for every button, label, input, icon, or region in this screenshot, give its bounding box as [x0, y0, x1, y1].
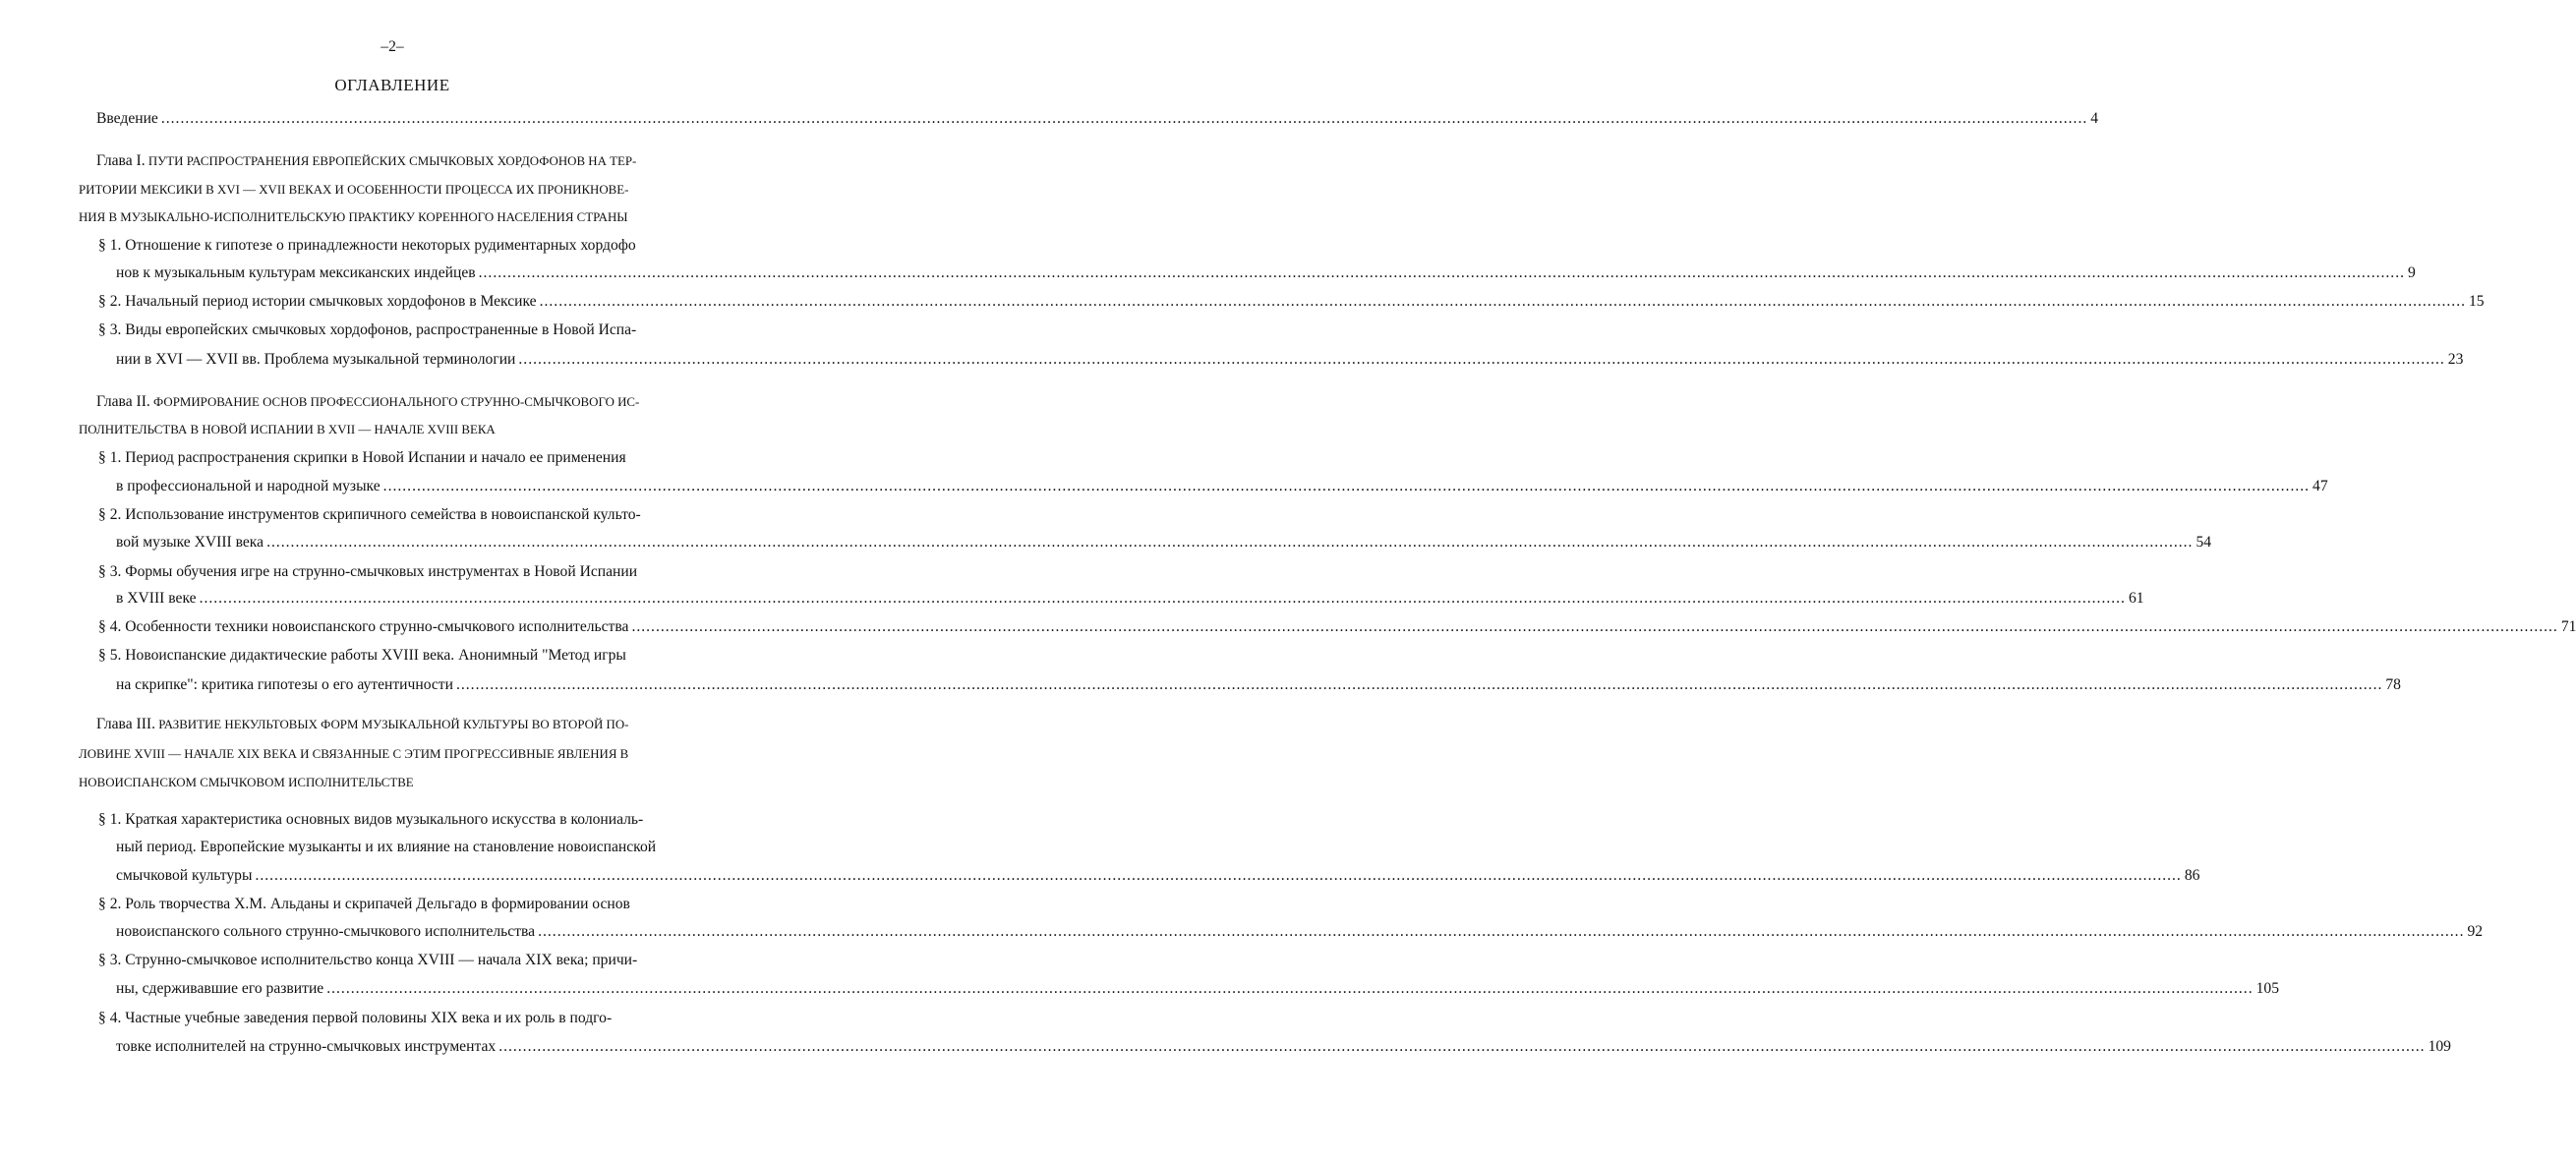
page-ref: 105 [2255, 980, 2279, 997]
page-ref: 9 [2408, 264, 2416, 281]
section-line: § 2. Использование инструментов скрипичного семейства в новоиспанской культо- [98, 506, 641, 523]
section-line: § 1. Период распространения скрипки в Новой Испании и начало ее применения [98, 449, 626, 466]
chapter-prefix: Глава II. [96, 393, 150, 410]
dot-leader: ................................................................................................................................................................................................................................................................................................................................................................................................................ [538, 923, 2465, 940]
dot-leader: ................................................................................................................................................................................................................................................................................................................................................................................................................ [478, 264, 2405, 281]
chapter-title-line: ФОРМИРОВАНИЕ ОСНОВ ПРОФЕССИОНАЛЬНОГО СТРУННО-СМЫЧКОВОГО ИС- [153, 395, 640, 409]
section-line: § 2. Роль творчества Х.М. Альданы и скрипачей Дельгадо в формировании основ [98, 896, 630, 912]
chapter-title-line: ПУТИ РАСПРОСТРАНЕНИЯ ЕВРОПЕЙСКИХ СМЫЧКОВЫХ ХОРДОФОНОВ НА ТЕР- [147, 154, 637, 168]
section-line: § 3. Формы обучения игре на струнно-смычковых инструментах в Новой Испании [98, 563, 638, 580]
page-ref: 54 [2195, 534, 2212, 551]
toc-entry[interactable] [116, 922, 2484, 942]
chapter-title-line: НИЯ В МУЗЫКАЛЬНО-ИСПОЛНИТЕЛЬСКУЮ ПРАКТИКУ КОРЕННОГО НАСЕЛЕНИЯ СТРАНЫ [79, 210, 628, 224]
dot-leader: ................................................................................................................................................................................................................................................................................................................................................................................................................ [382, 478, 2311, 494]
section-line: в профессиональной и народной музыке [116, 478, 381, 494]
chapter-heading [96, 151, 636, 171]
dot-leader: ................................................................................................................................................................................................................................................................................................................................................................................................................ [539, 293, 2466, 310]
toc-entry[interactable] [116, 263, 2416, 283]
section-line: § 1. Отношение к гипотезе о принадлежности некоторых рудиментарных хордофо [98, 237, 636, 254]
dot-leader: ................................................................................................................................................................................................................................................................................................................................................................................................................ [455, 676, 2383, 693]
page-ref: 23 [2447, 351, 2464, 368]
section-line: нии в XVI — XVII вв. Проблема музыкальной терминологии [116, 351, 516, 368]
toc-entry[interactable] [98, 292, 2485, 312]
toc-entry[interactable] [116, 350, 2464, 370]
section-line: § 1. Краткая характеристика основных видов музыкального искусства в колониаль- [98, 811, 644, 828]
dot-leader: ................................................................................................................................................................................................................................................................................................................................................................................................................ [326, 980, 2254, 997]
toc-entry[interactable] [116, 589, 2144, 609]
dot-leader: ................................................................................................................................................................................................................................................................................................................................................................................................................ [160, 110, 2088, 127]
chapter-title-line: НОВОИСПАНСКОМ СМЫЧКОВОМ ИСПОЛНИТЕЛЬСТВЕ [79, 776, 414, 789]
section-line: нов к музыкальным культурам мексиканских индейцев [116, 264, 476, 281]
chapter-title-line: РАЗВИТИЕ НЕКУЛЬТОВЫХ ФОРМ МУЗЫКАЛЬНОЙ КУЛЬТУРЫ ВО ВТОРОЙ ПО- [158, 718, 629, 731]
dot-leader: ................................................................................................................................................................................................................................................................................................................................................................................................................ [255, 867, 2182, 884]
chapter-title-line: РИТОРИИ МЕКСИКИ В XVI — XVII ВЕКАХ И ОСОБЕННОСТИ ПРОЦЕССА ИХ ПРОНИКНОВЕ- [79, 183, 629, 197]
section-line: вой музыке XVIII века [116, 534, 264, 551]
section-line: § 3. Струнно-смычковое исполнительство конца XVIII — начала XIX века; причи- [98, 952, 638, 968]
toc-entry[interactable] [116, 675, 2401, 695]
page-ref: 78 [2385, 676, 2401, 693]
toc-entry[interactable] [116, 979, 2279, 999]
dot-leader: ................................................................................................................................................................................................................................................................................................................................................................................................................ [518, 351, 2445, 368]
page-ref: 92 [2467, 923, 2484, 940]
chapter-prefix: Глава III. [96, 716, 155, 732]
dot-leader: ................................................................................................................................................................................................................................................................................................................................................................................................................ [631, 618, 2558, 635]
section-line: § 4. Частные учебные заведения первой половины XIX века и их роль в подго- [98, 1010, 613, 1026]
section-line: § 4. Особенности техники новоиспанского струнно-смычкового исполнительства [98, 618, 629, 635]
section-line: смычковой культуры [116, 867, 253, 884]
toc-entry[interactable] [116, 866, 2200, 886]
dot-leader: ................................................................................................................................................................................................................................................................................................................................................................................................................ [498, 1038, 2426, 1055]
page-ref: 61 [2128, 590, 2144, 607]
section-line: ный период. Европейские музыканты и их влияние на становление новоиспанской [116, 839, 657, 855]
toc-entry[interactable] [116, 477, 2328, 496]
toc-entry[interactable] [116, 1037, 2451, 1057]
intro-entry[interactable] [96, 109, 2099, 129]
page-ref: 4 [2090, 110, 2099, 127]
section-line: § 2. Начальный период истории смычковых хордофонов в Мексике [98, 293, 537, 310]
chapter-title-line: ЛОВИНЕ XVIII — НАЧАЛЕ XIX ВЕКА И СВЯЗАННЫЕ С ЭТИМ ПРОГРЕССИВНЫЕ ЯВЛЕНИЯ В [79, 747, 629, 761]
page-ref: 15 [2468, 293, 2485, 310]
section-line: в XVIII веке [116, 590, 197, 607]
chapter-title-line: ПОЛНИТЕЛЬСТВА В НОВОЙ ИСПАНИИ В XVII — НАЧАЛЕ XVIII ВЕКА [79, 423, 496, 436]
section-line: § 3. Виды европейских смычковых хордофонов, распространенные в Новой Испа- [98, 321, 637, 338]
chapter-heading [96, 715, 628, 734]
page-ref: 109 [2428, 1038, 2451, 1055]
page-number: –2– [381, 38, 404, 55]
section-line: на скрипке": критика гипотезы о его аутентичности [116, 676, 453, 693]
page-ref: 47 [2313, 478, 2328, 494]
toc-entry[interactable] [98, 617, 2576, 637]
toc-entry[interactable] [116, 533, 2212, 552]
dot-leader: ................................................................................................................................................................................................................................................................................................................................................................................................................ [266, 534, 2194, 551]
intro-label: Введение [96, 110, 158, 127]
page-ref: 71 [2560, 618, 2576, 635]
section-line: новоиспанского сольного струнно-смычкового исполнительства [116, 923, 536, 940]
section-line: ны, сдерживавшие его развитие [116, 980, 324, 997]
dot-leader: ................................................................................................................................................................................................................................................................................................................................................................................................................ [199, 590, 2126, 607]
page-ref: 86 [2184, 867, 2200, 884]
section-line: § 5. Новоиспанские дидактические работы XVIII века. Анонимный "Метод игры [98, 647, 626, 664]
page-title: ОГЛАВЛЕНИЕ [334, 76, 450, 94]
chapter-prefix: Глава I. [96, 152, 146, 169]
section-line: товке исполнителей на струнно-смычковых инструментах [116, 1038, 497, 1055]
chapter-heading [96, 392, 639, 412]
